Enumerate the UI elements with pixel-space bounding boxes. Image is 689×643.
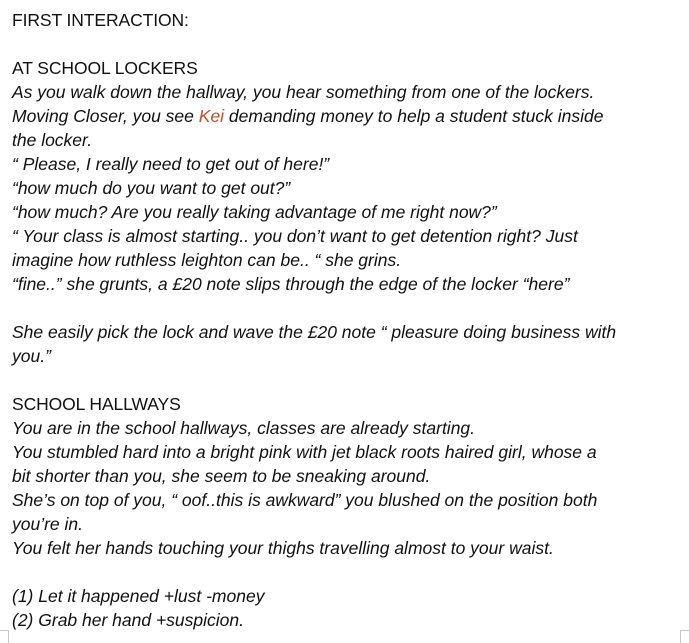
dialogue-line: “ Your class is almost starting.. you don’t want to get detention right? Just	[12, 226, 578, 246]
spacer	[12, 368, 684, 392]
story-line: you.”	[12, 346, 51, 366]
story-line: You felt her hands touching your thighs travelling almost to your waist.	[12, 538, 554, 558]
story-text: demanding money to help a student stuck inside	[224, 106, 604, 126]
choice-option-1: (1) Let it happened +lust -money	[12, 586, 265, 606]
document-title: FIRST INTERACTION:	[12, 10, 189, 30]
section-heading-hallways: SCHOOL HALLWAYS	[12, 394, 181, 414]
story-line: the locker.	[12, 130, 93, 150]
story-line	[12, 104, 684, 128]
dialogue-line: imagine how ruthless leighton can be.. “ she grins.	[12, 250, 402, 270]
dialogue-line: “fine..” she grunts, a £20 note slips through the edge of the locker “here”	[12, 274, 570, 294]
story-line: As you walk down the hallway, you hear something from one of the lockers.	[12, 82, 595, 102]
story-line: You stumbled hard into a bright pink with jet black roots haired girl, whose a	[12, 442, 597, 462]
section-heading-lockers: AT SCHOOL LOCKERS	[12, 58, 198, 78]
document-body	[12, 8, 684, 632]
dialogue-line: “ Please, I really need to get out of here!”	[12, 154, 330, 174]
story-line: You are in the school hallways, classes are already starting.	[12, 418, 476, 438]
choice-option-2: (2) Grab her hand +suspicion.	[12, 610, 245, 630]
story-text: Moving Closer, you see	[12, 106, 199, 126]
spacer	[12, 296, 684, 320]
dialogue-line: “how much? Are you really taking advantage of me right now?”	[12, 202, 497, 222]
page-corner-right	[680, 630, 689, 643]
story-line: She easily pick the lock and wave the £20 note “ pleasure doing business with	[12, 322, 617, 342]
spacer	[12, 32, 684, 56]
story-line: She’s on top of you, “ oof..this is awkward” you blushed on the position both	[12, 490, 598, 510]
character-name-kei: Kei	[198, 106, 225, 126]
story-line: bit shorter than you, she seem to be sneaking around.	[12, 466, 431, 486]
dialogue-line: “how much do you want to get out?”	[12, 178, 291, 198]
story-line: you’re in.	[12, 514, 84, 534]
page-corner-left	[0, 630, 9, 643]
spacer	[12, 560, 684, 584]
